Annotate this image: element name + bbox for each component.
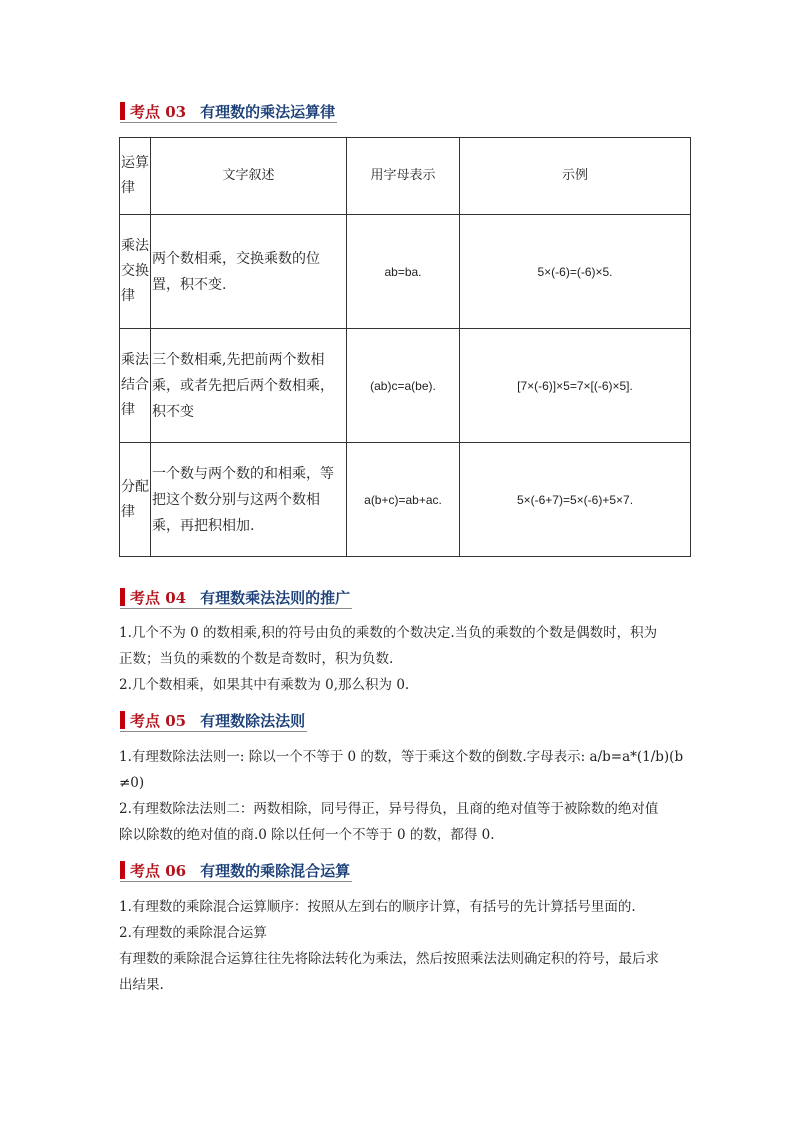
row-desc: 两个数相乘，交换乘数的位置，积不变. <box>151 215 347 329</box>
heading-marker <box>120 588 125 606</box>
body-line: 1.有理数除法法则一: 除以一个不等于 0 的数，等于乘这个数的倒数.字母表示: a/b=a*(1/b)(b <box>119 749 684 765</box>
header-example: 示例 <box>460 138 691 215</box>
row-desc: 一个数与两个数的和相乘，等把这个数分别与这两个数相乘，再把积相加. <box>151 443 347 557</box>
row-law: 乘法结合律 <box>120 329 151 443</box>
heading-title: 有理数的乘除混合运算 <box>200 861 351 880</box>
multiplication-law-table <box>119 137 691 557</box>
body-line: 2.有理数除法法则二：两数相除，同号得正，异号得负，且商的绝对值等于被除数的绝对值 <box>119 801 659 817</box>
heading-key: 考点 06 <box>130 861 187 880</box>
row-formula: ab=ba. <box>347 215 460 329</box>
row-law: 分配律 <box>120 443 151 557</box>
section-heading-03 <box>120 100 337 123</box>
table-row <box>120 443 691 557</box>
row-desc: 三个数相乘,先把前两个数相乘，或者先把后两个数相乘，积不变 <box>151 329 347 443</box>
heading-title: 有理数乘法法则的推广 <box>200 588 351 607</box>
table-header-row <box>120 138 691 215</box>
heading-title: 有理数除法法则 <box>200 711 306 730</box>
heading-marker <box>120 711 125 729</box>
heading-key: 考点 05 <box>130 711 187 730</box>
section-heading-06 <box>120 859 352 882</box>
section-heading-04 <box>120 586 352 609</box>
heading-title: 有理数的乘法运算律 <box>200 102 336 121</box>
body-line: 2.几个数相乘，如果其中有乘数为 0,那么积为 0. <box>119 677 410 693</box>
heading-key: 考点 03 <box>130 102 187 121</box>
header-law: 运算律 <box>120 138 151 215</box>
body-line: 2.有理数的乘除混合运算 <box>119 925 267 941</box>
row-example: 5×(-6+7)=5×(-6)+5×7. <box>460 443 691 557</box>
body-line: 出结果. <box>119 977 164 993</box>
header-formula: 用字母表示 <box>347 138 460 215</box>
row-example: 5×(-6)=(-6)×5. <box>460 215 691 329</box>
body-line: 有理数的乘除混合运算往往先将除法转化为乘法，然后按照乘法法则确定积的符号，最后求 <box>119 951 659 967</box>
section-04-body <box>119 620 693 698</box>
row-formula: (ab)c=a(be). <box>347 329 460 443</box>
body-line: 除以除数的绝对值的商.0 除以任何一个不等于 0 的数，都得 0. <box>119 827 495 843</box>
section-05-body <box>119 744 693 848</box>
table-row <box>120 215 691 329</box>
table-row <box>120 329 691 443</box>
heading-marker <box>120 861 125 879</box>
body-line: 1.有理数的乘除混合运算顺序：按照从左到右的顺序计算，有括号的先计算括号里面的. <box>119 899 636 915</box>
heading-key: 考点 04 <box>130 588 187 607</box>
header-desc: 文字叙述 <box>151 138 347 215</box>
body-line: 1.几个不为 0 的数相乘,积的符号由负的乘数的个数决定.当负的乘数的个数是偶数时，积为 <box>119 625 658 641</box>
section-06-body <box>119 894 693 998</box>
heading-marker <box>120 102 125 120</box>
body-line: 正数；当负的乘数的个数是奇数时，积为负数. <box>119 651 394 667</box>
section-heading-05 <box>120 709 307 732</box>
row-example: [7×(-6)]×5=7×[(-6)×5]. <box>460 329 691 443</box>
row-formula: a(b+c)=ab+ac. <box>347 443 460 557</box>
body-line: ≠0) <box>119 775 145 791</box>
row-law: 乘法交换律 <box>120 215 151 329</box>
